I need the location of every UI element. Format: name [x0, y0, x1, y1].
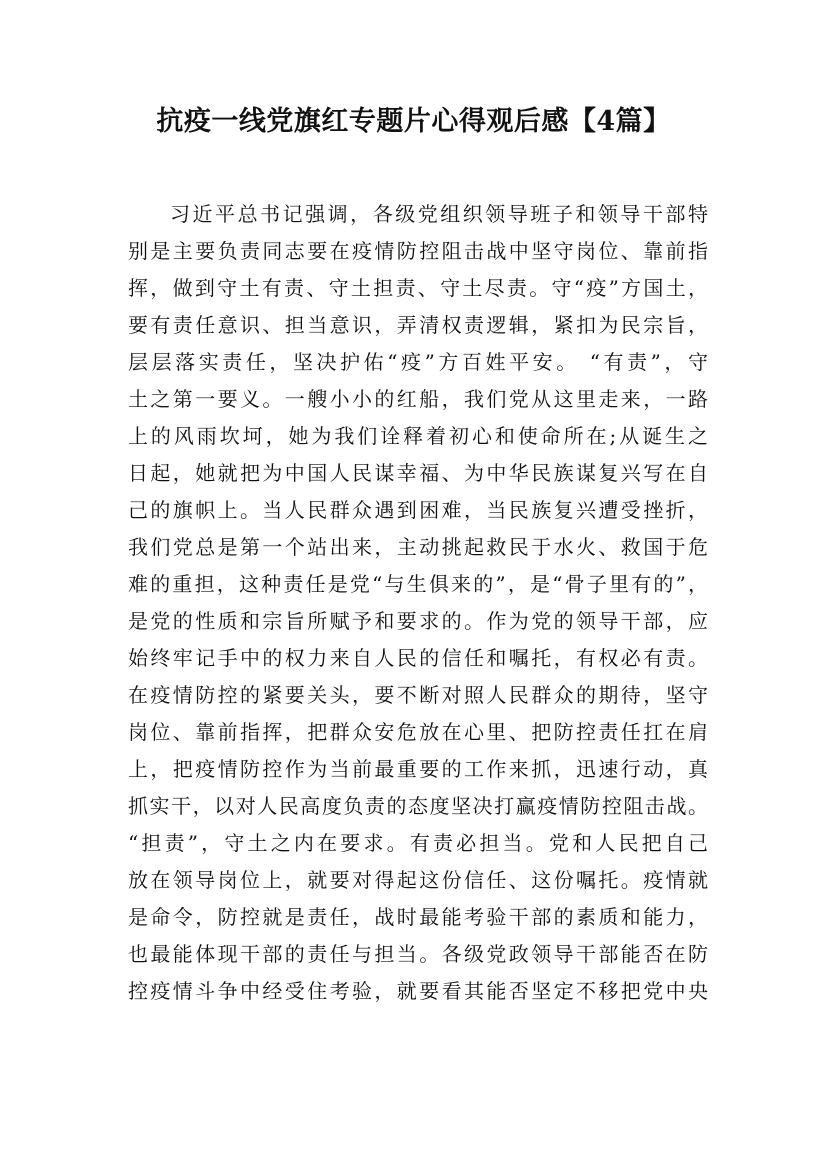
- body-line: 上的风雨坎坷，她为我们诠释着初心和使命所在;从诞生之: [128, 424, 708, 448]
- body-line: 抓实干，以对人民高度负责的态度坚决打赢疫情防控阻击战。: [128, 794, 708, 818]
- body-line: 难的重担，这种责任是党“与生俱来的”，是“骨子里有的”，: [128, 572, 708, 596]
- body-line: 放在领导岗位上，就要对得起这份信任、这份嘱托。疫情就: [128, 868, 708, 892]
- body-line: 别是主要负责同志要在疫情防控阻击战中坚守岗位、靠前指: [128, 239, 708, 263]
- body-line: 控疫情斗争中经受住考验，就要看其能否坚定不移把党中央: [128, 979, 708, 1003]
- body-line: 土之第一要义。一艘小小的红船，我们党从这里走来，一路: [128, 387, 708, 411]
- document-title: 抗疫一线党旗红专题片心得观后感【4篇】: [156, 106, 671, 137]
- body-line: 日起，她就把为中国人民谋幸福、为中华民族谋复兴写在自: [128, 461, 708, 485]
- body-line: 层层落实责任，坚决护佑“疫”方百姓平安。 “有责”，守: [128, 350, 708, 374]
- body-line: 挥，做到守土有责、守土担责、守土尽责。守“疫”方国土，: [128, 276, 708, 300]
- body-line: 习近平总书记强调，各级党组织领导班子和领导干部特: [170, 202, 708, 226]
- body-line: 我们党总是第一个站出来，主动挑起救民于水火、救国于危: [128, 535, 708, 559]
- body-line: 是命令，防控就是责任，战时最能考验干部的素质和能力，: [128, 905, 708, 929]
- body-line: 要有责任意识、担当意识，弄清权责逻辑，紧扣为民宗旨，: [128, 313, 708, 337]
- document-body: [128, 196, 708, 1010]
- body-line: 也最能体现干部的责任与担当。各级党政领导干部能否在防: [128, 942, 708, 966]
- body-line: 岗位、靠前指挥，把群众安危放在心里、把防控责任扛在肩: [128, 720, 708, 744]
- body-line: 是党的性质和宗旨所赋予和要求的。作为党的领导干部，应: [128, 609, 708, 633]
- body-line: 在疫情防控的紧要关头，要不断对照人民群众的期待，坚守: [128, 683, 708, 707]
- body-line: “担责”，守土之内在要求。有责必担当。党和人民把自己: [128, 831, 708, 855]
- body-line: 始终牢记手中的权力来自人民的信任和嘱托，有权必有责。: [128, 646, 708, 670]
- body-line: 己的旗帜上。当人民群众遇到困难，当民族复兴遭受挫折，: [128, 498, 708, 522]
- body-line: 上，把疫情防控作为当前最重要的工作来抓，迅速行动，真: [128, 757, 708, 781]
